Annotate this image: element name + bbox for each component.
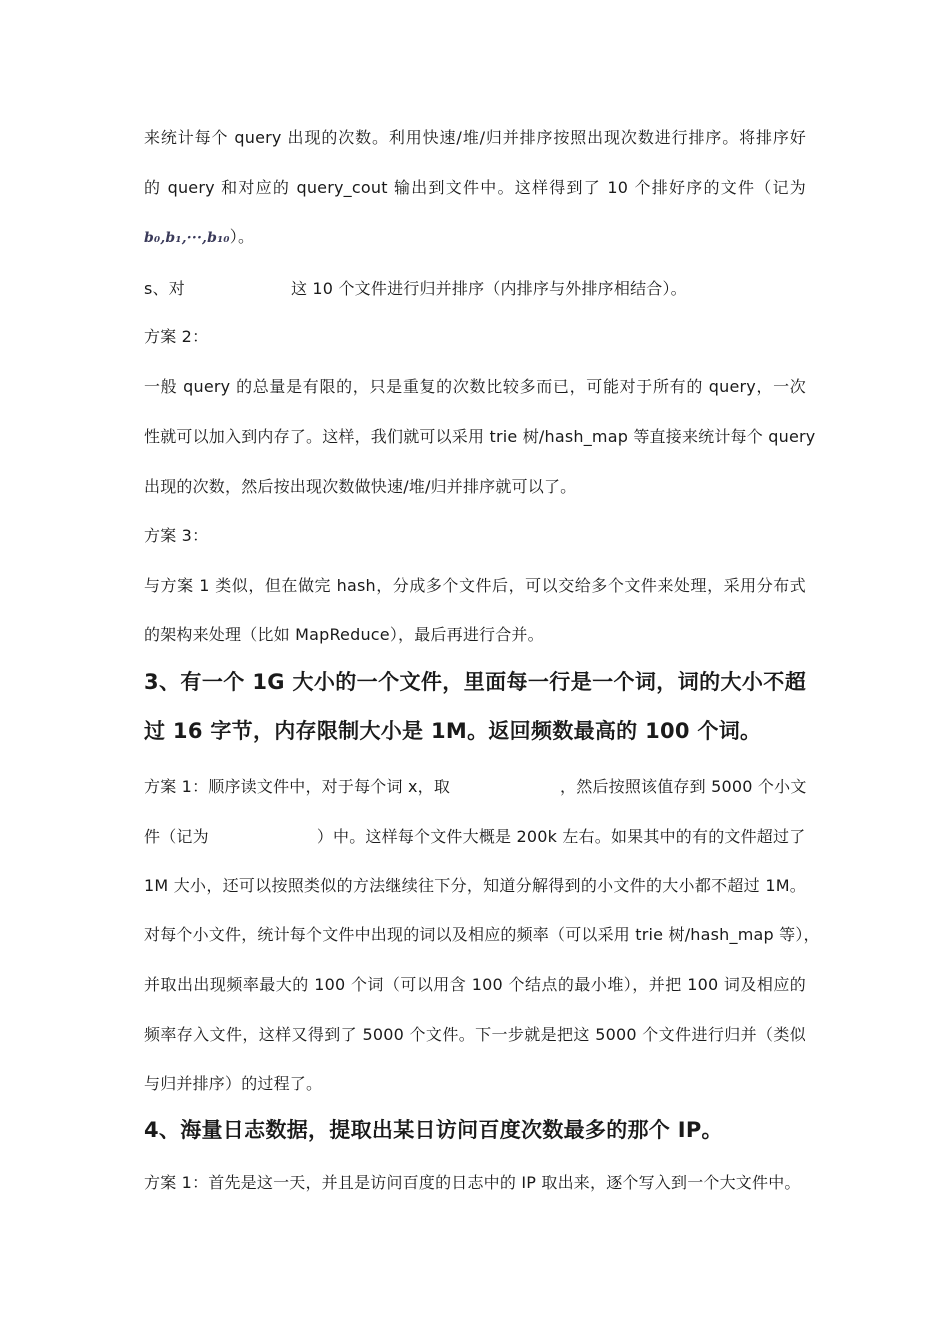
paragraph-line: 的架构来处理（比如 MapReduce），最后再进行合并。 bbox=[144, 625, 544, 644]
paragraph-line: 与方案 1 类似，但在做完 hash，分成多个文件后，可以交给多个文件来处理，采用分布式 bbox=[144, 576, 806, 595]
paragraph-line: 对每个小文件，统计每个文件中出现的词以及相应的频率（可以采用 trie 树/hash_map 等）， bbox=[144, 925, 820, 944]
paragraph-line bbox=[144, 826, 806, 848]
paragraph-text: 方案 1：顺序读文件中，对于每个词 x，取 bbox=[144, 777, 451, 796]
paragraph-line: 一般 query 的总量是有限的，只是重复的次数比较多而已，可能对于所有的 query，一次 bbox=[144, 377, 806, 396]
paragraph-line: 频率存入文件，这样又得到了 5000 个文件。下一步就是把这 5000 个文件进行归并（类似 bbox=[144, 1025, 806, 1044]
paragraph-text: 件（记为 bbox=[144, 827, 209, 846]
paragraph-text: 这 10 个文件进行归并排序（内排序与外排序相结合）。 bbox=[290, 279, 687, 298]
paragraph-line bbox=[144, 226, 806, 249]
paragraph-text: ）中。这样每个文件大概是 200k 左右。如果其中的有的文件超过了 bbox=[316, 827, 806, 846]
paragraph-line: 性就可以加入到内存了。这样，我们就可以采用 trie 树/hash_map 等直接来统计每个 query bbox=[144, 427, 816, 446]
section-heading: 4、海量日志数据，提取出某日访问百度次数最多的那个 IP。 bbox=[144, 1118, 723, 1142]
plan-title: 方案 2： bbox=[144, 327, 209, 346]
plan-title: 方案 3： bbox=[144, 526, 209, 545]
paragraph-line bbox=[144, 776, 806, 798]
paragraph-line: 方案 1：首先是这一天，并且是访问百度的日志中的 IP 取出来，逐个写入到一个大文件中。 bbox=[144, 1173, 801, 1192]
paragraph-line: 来统计每个 query 出现的次数。利用快速/堆/归并排序按照出现次数进行排序。将排序好 bbox=[144, 128, 806, 147]
formula-image: b₀,b₁,···,b₁₀ bbox=[144, 230, 230, 246]
paragraph-line bbox=[144, 278, 806, 300]
paragraph-line: 并取出出现频率最大的 100 个词（可以用含 100 个结点的最小堆），并把 100 词及相应的 bbox=[144, 975, 806, 994]
paragraph-text: ，然后按照该值存到 5000 个小文 bbox=[560, 777, 807, 796]
paragraph-line: 1M 大小，还可以按照类似的方法继续往下分，知道分解得到的小文件的大小都不超过 1M。 bbox=[144, 876, 806, 895]
paragraph-line: 出现的次数，然后按出现次数做快速/堆/归并排序就可以了。 bbox=[144, 477, 577, 496]
section-heading: 3、有一个 1G 大小的一个文件，里面每一行是一个词，词的大小不超 bbox=[144, 670, 806, 694]
paragraph-line: 与归并排序）的过程了。 bbox=[144, 1074, 323, 1093]
paragraph-line: 的 query 和对应的 query_cout 输出到文件中。这样得到了 10 个排好序的文件（记为 bbox=[144, 178, 806, 197]
section-heading: 过 16 字节，内存限制大小是 1M。返回频数最高的 100 个词。 bbox=[144, 719, 762, 743]
paragraph-text: ）。 bbox=[229, 227, 255, 246]
paragraph-text: s、对 bbox=[144, 279, 185, 298]
